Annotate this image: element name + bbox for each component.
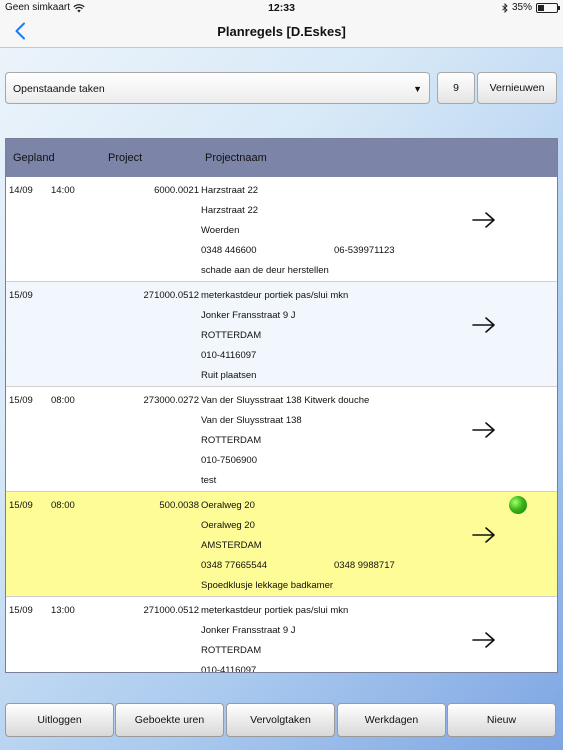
row-date: 15/09	[9, 395, 33, 406]
open-row-arrow-icon[interactable]	[471, 525, 497, 545]
row-remark: Ruit plaatsen	[201, 370, 257, 381]
open-row-arrow-icon[interactable]	[471, 315, 497, 335]
row-date: 15/09	[9, 500, 33, 511]
row-phone-primary: 010-4116097	[201, 350, 257, 361]
row-address: Jonker Fransstraat 9 J	[201, 310, 296, 321]
row-phone-secondary: 0348 9988717	[334, 560, 395, 571]
row-project-number: 6000.0021	[154, 185, 199, 196]
row-time: 08:00	[51, 500, 75, 511]
clock: 12:33	[268, 2, 295, 14]
status-indicator-icon	[509, 496, 527, 514]
task-filter-select[interactable]	[5, 72, 430, 104]
row-phone-primary: 0348 446600	[201, 245, 257, 256]
booked-hours-button[interactable]: Geboekte uren	[115, 703, 224, 737]
table-row[interactable]	[6, 492, 557, 597]
page-title: Planregels [D.Eskes]	[217, 24, 346, 39]
row-address: Van der Sluysstraat 138	[201, 415, 302, 426]
header-project: Project	[108, 152, 143, 164]
row-city: ROTTERDAM	[201, 330, 262, 341]
row-time: 13:00	[51, 605, 75, 616]
row-time: 14:00	[51, 185, 75, 196]
row-address: Harzstraat 22	[201, 205, 259, 216]
battery-icon	[536, 3, 558, 13]
carrier-label: Geen simkaart	[5, 2, 71, 13]
header-project-name: Projectnaam	[205, 152, 267, 164]
open-row-arrow-icon[interactable]	[471, 630, 497, 650]
status-right	[502, 0, 558, 16]
battery-fill	[538, 5, 544, 11]
row-remark: Spoedklusje lekkage badkamer	[201, 580, 334, 591]
battery-percent: 35%	[511, 2, 532, 13]
row-project-number: 271000.0512	[143, 290, 199, 301]
row-city: Woerden	[201, 225, 240, 236]
follow-up-tasks-button[interactable]: Vervolgtaken	[226, 703, 335, 737]
row-description: Oeralweg 20	[201, 500, 255, 511]
header-planned: Gepland	[13, 152, 55, 164]
row-phone-primary: 010-4116097	[201, 665, 257, 673]
status-bar	[0, 0, 563, 16]
row-project-number: 500.0038	[159, 500, 199, 511]
row-description: meterkastdeur portiek pas/slui mkn	[201, 605, 349, 616]
plan-table	[5, 138, 558, 673]
task-filter-value: Openstaande taken	[13, 83, 105, 95]
row-address: Jonker Fransstraat 9 J	[201, 625, 296, 636]
row-city: ROTTERDAM	[201, 645, 262, 656]
refresh-button[interactable]: Vernieuwen	[477, 72, 557, 104]
table-row[interactable]	[6, 177, 557, 282]
row-phone-primary: 0348 77665544	[201, 560, 268, 571]
open-row-arrow-icon[interactable]	[471, 210, 497, 230]
logout-button[interactable]: Uitloggen	[5, 703, 114, 737]
row-time: 08:00	[51, 395, 75, 406]
bottom-toolbar	[0, 703, 563, 743]
row-remark: schade aan de deur herstellen	[201, 265, 329, 276]
table-row[interactable]	[6, 597, 557, 673]
row-city: AMSTERDAM	[201, 540, 262, 551]
row-description: meterkastdeur portiek pas/slui mkn	[201, 290, 349, 301]
workdays-button[interactable]: Werkdagen	[337, 703, 446, 737]
count-button[interactable]: 9	[437, 72, 475, 104]
open-row-arrow-icon[interactable]	[471, 420, 497, 440]
row-city: ROTTERDAM	[201, 435, 262, 446]
row-phone-secondary: 06-539971123	[334, 245, 395, 256]
filter-row	[5, 72, 558, 106]
row-address: Oeralweg 20	[201, 520, 255, 531]
row-date: 15/09	[9, 605, 33, 616]
navigation-bar	[0, 16, 563, 48]
row-date: 14/09	[9, 185, 33, 196]
row-phone-primary: 010-7506900	[201, 455, 257, 466]
row-description: Van der Sluysstraat 138 Kitwerk douche	[201, 395, 370, 406]
table-header	[6, 139, 557, 177]
table-row[interactable]	[6, 387, 557, 492]
bluetooth-icon	[502, 3, 508, 13]
table-row[interactable]	[6, 282, 557, 387]
new-button[interactable]: Nieuw	[447, 703, 556, 737]
row-project-number: 271000.0512	[143, 605, 199, 616]
dropdown-arrow-icon: ▼	[413, 84, 422, 94]
row-remark: test	[201, 475, 217, 486]
row-description: Harzstraat 22	[201, 185, 259, 196]
table-rows	[6, 177, 557, 673]
row-project-number: 273000.0272	[143, 395, 199, 406]
row-date: 15/09	[9, 290, 33, 301]
